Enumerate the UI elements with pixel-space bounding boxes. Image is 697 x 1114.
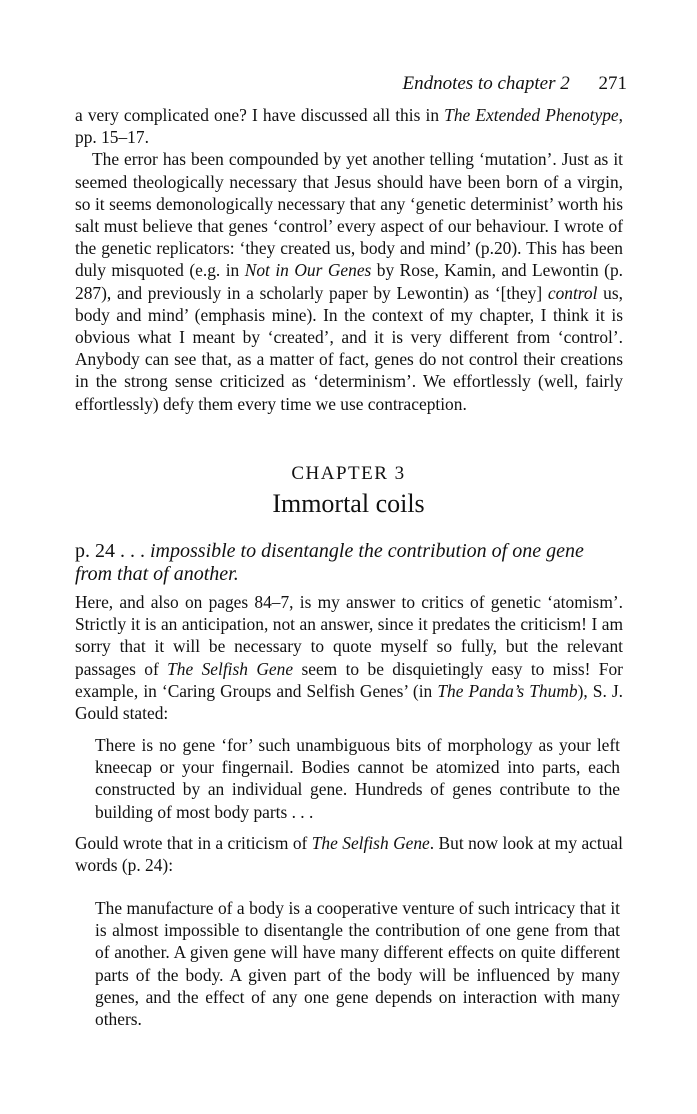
block-quote-gould: There is no gene ‘for’ such unambiguous bits of morphology as your left kneecap or your fingernail. Bodies cannot be atomized into parts, each constructed by an individual gene. Hundreds of genes contribute to the building of most body parts . . . — [95, 735, 620, 822]
endnote-continuation — [75, 104, 623, 415]
endnote-body-continued — [75, 832, 623, 876]
book-title: The Selfish Gene — [167, 658, 294, 679]
page-reference: p. 24 . . . — [75, 540, 150, 562]
paragraph-4: Gould wrote that in a criticism of The Selfish Gene. But now look at my actual words (p. 24): — [75, 833, 623, 876]
quoted-phrase: impossible to disentangle the contribution of one gene from that of another. — [75, 540, 584, 585]
emphasis: control — [547, 282, 598, 303]
paragraph-3: Here, and also on pages 84–7, is my answer to critics of genetic ‘atomism’. Strictly it is an anticipation, not an answer, since it predates the criticism! I am sorry that it will be necessary to quote myself so fully, but the relevant passages of The Selfish Gene seem to be disquietingly easy to miss! For example, in ‘Caring Groups and Selfish Genes’ (in The Panda’s Thumb), S. J. Gould stated: — [75, 592, 623, 724]
book-title: Not in Our Genes — [244, 260, 372, 281]
block-quote-dawkins: The manufacture of a body is a cooperative venture of such intricacy that it is almost impossible to disentangle the contribution of one gene from that of another. A given gene will have many different effects on quite different parts of the body. A given part of the body will be influenced by many genes, and the effect of any one gene depends on interaction with many others. — [95, 898, 620, 1030]
paragraph-2: The error has been compounded by yet another telling ‘mutation’. Just as it seemed theologically necessary that Jesus should have been born of a virgin, so it seems demonologically necessary that any ‘genetic determinist’ worth his salt must believe that genes ‘control’ every aspect of our behaviour. I wrote of the genetic replicators: ‘they created us, body and mind’ (p.20). This has been duly misquoted (e.g. in Not in Our Genes by Rose, Kamin, and Lewontin (p. 287), and previously in a scholarly paper by Lewontin) as ‘[they] control us, body and mind’ (emphasis mine). In the context of my chapter, I think it is obvious what I meant by ‘created’, and it is very different from ‘control’. Anybody can see that, as a matter of fact, genes do not control their creations in the strong sense criticized as ‘determinism’. We effortlessly (well, fairly effortlessly) defy them every time we use contraception. — [75, 149, 623, 414]
chapter-title: Immortal coils — [272, 489, 425, 518]
endnote-heading — [75, 540, 623, 586]
endnote-body — [75, 591, 623, 724]
book-title: The Extended Phenotype — [444, 105, 619, 125]
paragraph-1: a very complicated one? I have discussed all this in The Extended Phenotype, pp. 15–17. — [75, 105, 623, 148]
page-number: 271 — [598, 73, 627, 94]
running-head-title: Endnotes to chapter 2 — [402, 73, 570, 94]
book-title: The Selfish Gene — [311, 833, 430, 853]
chapter-label: CHAPTER 3 — [291, 463, 406, 484]
book-title: The Panda’s Thumb — [437, 680, 578, 701]
running-head — [402, 73, 627, 95]
